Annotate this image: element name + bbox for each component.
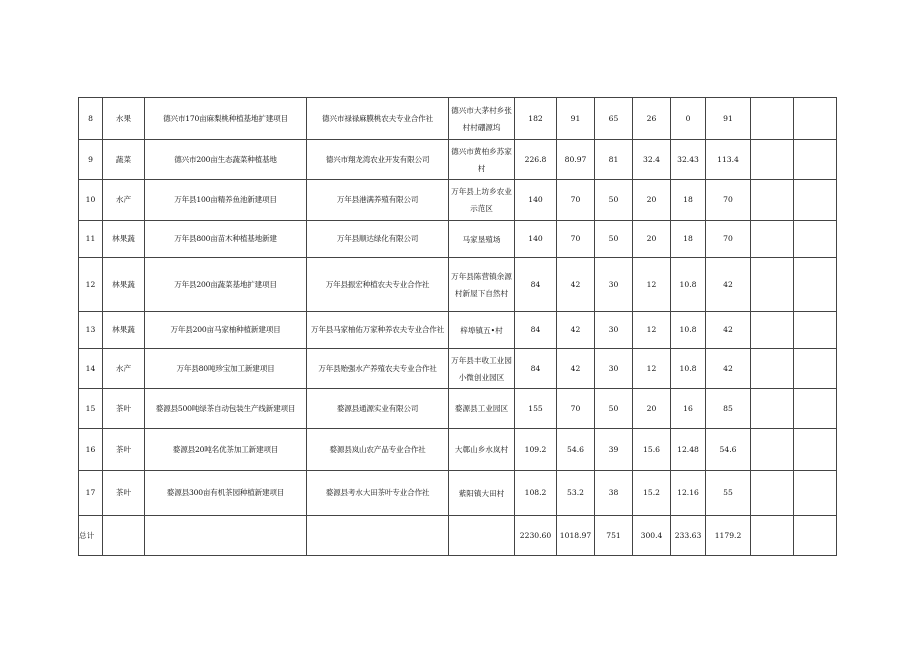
row-col-3: 12 (633, 312, 671, 349)
row-location: 大鄣山乡水岚村 (449, 429, 515, 471)
row-category: 水产 (103, 349, 145, 389)
total-col-2: 751 (595, 516, 633, 556)
row-project-name: 万年县800亩苗木种植基地新建 (145, 221, 307, 258)
table-row (79, 180, 837, 221)
empty-cell (751, 349, 794, 389)
empty-cell (145, 516, 307, 556)
empty-cell (751, 221, 794, 258)
empty-cell (794, 258, 837, 312)
row-location: 万年县陈营镇余源村新屋下自然村 (449, 258, 515, 312)
row-category: 茶叶 (103, 471, 145, 516)
empty-cell (794, 221, 837, 258)
empty-cell (751, 389, 794, 429)
empty-cell (751, 258, 794, 312)
row-total: 226.8 (515, 140, 557, 180)
row-col-3: 12 (633, 349, 671, 389)
empty-cell (103, 516, 145, 556)
row-col-4: 18 (671, 221, 706, 258)
row-col-3: 32.4 (633, 140, 671, 180)
empty-cell (751, 180, 794, 221)
row-location: 婺源县工业园区 (449, 389, 515, 429)
row-col-1: 91 (557, 98, 595, 140)
total-row (79, 516, 837, 556)
row-project-name: 婺源县300亩有机茶园种植新建项目 (145, 471, 307, 516)
row-col-1: 42 (557, 349, 595, 389)
row-col-2: 30 (595, 312, 633, 349)
empty-cell (751, 429, 794, 471)
row-category: 水果 (103, 98, 145, 140)
empty-cell (751, 98, 794, 140)
row-company: 婺源县考水大田茶叶专业合作社 (307, 471, 449, 516)
row-total: 109.2 (515, 429, 557, 471)
row-col-4: 16 (671, 389, 706, 429)
row-col-1: 70 (557, 389, 595, 429)
empty-cell (449, 516, 515, 556)
row-col-2: 50 (595, 389, 633, 429)
row-col-5: 42 (706, 349, 751, 389)
row-col-3: 26 (633, 98, 671, 140)
row-col-5: 85 (706, 389, 751, 429)
row-col-5: 70 (706, 180, 751, 221)
table-row (79, 140, 837, 180)
row-project-name: 万年县80吨珍宝加工新建项目 (145, 349, 307, 389)
row-location: 万年县上坊乡农业示范区 (449, 180, 515, 221)
table-row (79, 312, 837, 349)
row-number: 16 (79, 429, 103, 471)
row-col-4: 32.43 (671, 140, 706, 180)
row-col-1: 54.6 (557, 429, 595, 471)
row-col-2: 39 (595, 429, 633, 471)
row-location: 马家垦殖场 (449, 221, 515, 258)
row-col-4: 0 (671, 98, 706, 140)
table-body (79, 98, 837, 556)
table-row (79, 471, 837, 516)
row-number: 15 (79, 389, 103, 429)
row-project-name: 德兴市170亩麻梨桃种植基地扩建项目 (145, 98, 307, 140)
row-location: 梓埠镇五•村 (449, 312, 515, 349)
row-col-5: 91 (706, 98, 751, 140)
row-col-2: 81 (595, 140, 633, 180)
row-company: 万年县顺达绿化有限公司 (307, 221, 449, 258)
row-col-4: 10.8 (671, 349, 706, 389)
row-col-5: 70 (706, 221, 751, 258)
row-project-name: 婺源县20吨名优茶加工新建项目 (145, 429, 307, 471)
row-col-4: 10.8 (671, 258, 706, 312)
row-location: 德兴市黄柏乡苏家村 (449, 140, 515, 180)
total-col-3: 300.4 (633, 516, 671, 556)
row-col-1: 70 (557, 221, 595, 258)
row-category: 林果蔬 (103, 312, 145, 349)
row-company: 万年县港满养殖有限公司 (307, 180, 449, 221)
row-number: 17 (79, 471, 103, 516)
empty-cell (794, 349, 837, 389)
row-location: 万年县丰收工业园小微创业园区 (449, 349, 515, 389)
row-col-2: 50 (595, 221, 633, 258)
row-number: 13 (79, 312, 103, 349)
row-number: 14 (79, 349, 103, 389)
row-company: 万年县贻强水产养殖农夫专业合作社 (307, 349, 449, 389)
table-row (79, 221, 837, 258)
row-project-name: 万年县100亩精养鱼池新建项目 (145, 180, 307, 221)
project-table (78, 97, 837, 556)
row-total: 140 (515, 221, 557, 258)
row-company: 德兴市禄禄麻膜桃农夫专业合作社 (307, 98, 449, 140)
total-col-5: 1179.2 (706, 516, 751, 556)
row-col-2: 30 (595, 258, 633, 312)
row-category: 水产 (103, 180, 145, 221)
empty-cell (794, 98, 837, 140)
row-col-3: 20 (633, 389, 671, 429)
total-value: 2230.60 (515, 516, 557, 556)
row-total: 108.2 (515, 471, 557, 516)
empty-cell (307, 516, 449, 556)
row-col-3: 20 (633, 221, 671, 258)
row-col-1: 80.97 (557, 140, 595, 180)
empty-cell (794, 471, 837, 516)
row-col-1: 42 (557, 258, 595, 312)
empty-cell (751, 471, 794, 516)
row-project-name: 万年县200亩马家柚种植新建项目 (145, 312, 307, 349)
total-col-1: 1018.97 (557, 516, 595, 556)
empty-cell (751, 312, 794, 349)
table-row (79, 98, 837, 140)
row-col-3: 15.6 (633, 429, 671, 471)
table-row (79, 349, 837, 389)
total-label: 总计 (79, 516, 103, 556)
row-number: 9 (79, 140, 103, 180)
row-col-5: 42 (706, 258, 751, 312)
row-col-5: 54.6 (706, 429, 751, 471)
row-col-1: 70 (557, 180, 595, 221)
row-total: 155 (515, 389, 557, 429)
row-category: 林果蔬 (103, 258, 145, 312)
row-company: 婺源县岚山农产品专业合作社 (307, 429, 449, 471)
empty-cell (751, 516, 794, 556)
row-company: 婺源县通源实业有限公司 (307, 389, 449, 429)
row-project-name: 万年县200亩蔬菜基地扩建项目 (145, 258, 307, 312)
empty-cell (794, 516, 837, 556)
table-row (79, 258, 837, 312)
row-location: 紫阳镇大田村 (449, 471, 515, 516)
row-category: 蔬菜 (103, 140, 145, 180)
empty-cell (794, 140, 837, 180)
empty-cell (794, 180, 837, 221)
row-project-name: 婺源县500吨绿茶自动包装生产线新建项目 (145, 389, 307, 429)
row-total: 140 (515, 180, 557, 221)
row-company: 德兴市翔龙湾农业开发有限公司 (307, 140, 449, 180)
total-col-4: 233.63 (671, 516, 706, 556)
row-col-2: 50 (595, 180, 633, 221)
row-location: 德兴市大茅村乡张村村硼源坞 (449, 98, 515, 140)
row-col-2: 65 (595, 98, 633, 140)
row-col-2: 38 (595, 471, 633, 516)
empty-cell (794, 312, 837, 349)
row-total: 84 (515, 349, 557, 389)
row-col-3: 12 (633, 258, 671, 312)
row-col-5: 113.4 (706, 140, 751, 180)
row-col-4: 12.48 (671, 429, 706, 471)
table-row (79, 429, 837, 471)
row-number: 11 (79, 221, 103, 258)
row-company: 万年县振宏种植农夫专业合作社 (307, 258, 449, 312)
row-number: 12 (79, 258, 103, 312)
empty-cell (751, 140, 794, 180)
row-col-1: 53.2 (557, 471, 595, 516)
row-col-4: 12.16 (671, 471, 706, 516)
row-col-4: 18 (671, 180, 706, 221)
row-total: 84 (515, 258, 557, 312)
row-category: 茶叶 (103, 429, 145, 471)
row-total: 84 (515, 312, 557, 349)
row-col-2: 30 (595, 349, 633, 389)
row-number: 8 (79, 98, 103, 140)
row-total: 182 (515, 98, 557, 140)
row-col-3: 20 (633, 180, 671, 221)
empty-cell (794, 389, 837, 429)
row-col-3: 15.2 (633, 471, 671, 516)
row-project-name: 德兴市200亩生态蔬菜种植基地 (145, 140, 307, 180)
row-col-4: 10.8 (671, 312, 706, 349)
row-category: 林果蔬 (103, 221, 145, 258)
row-col-1: 42 (557, 312, 595, 349)
row-col-5: 42 (706, 312, 751, 349)
table-row (79, 389, 837, 429)
row-company: 万年县马家柚佑万家种养农夫专业合作社 (307, 312, 449, 349)
row-category: 茶叶 (103, 389, 145, 429)
row-number: 10 (79, 180, 103, 221)
row-col-5: 55 (706, 471, 751, 516)
empty-cell (794, 429, 837, 471)
